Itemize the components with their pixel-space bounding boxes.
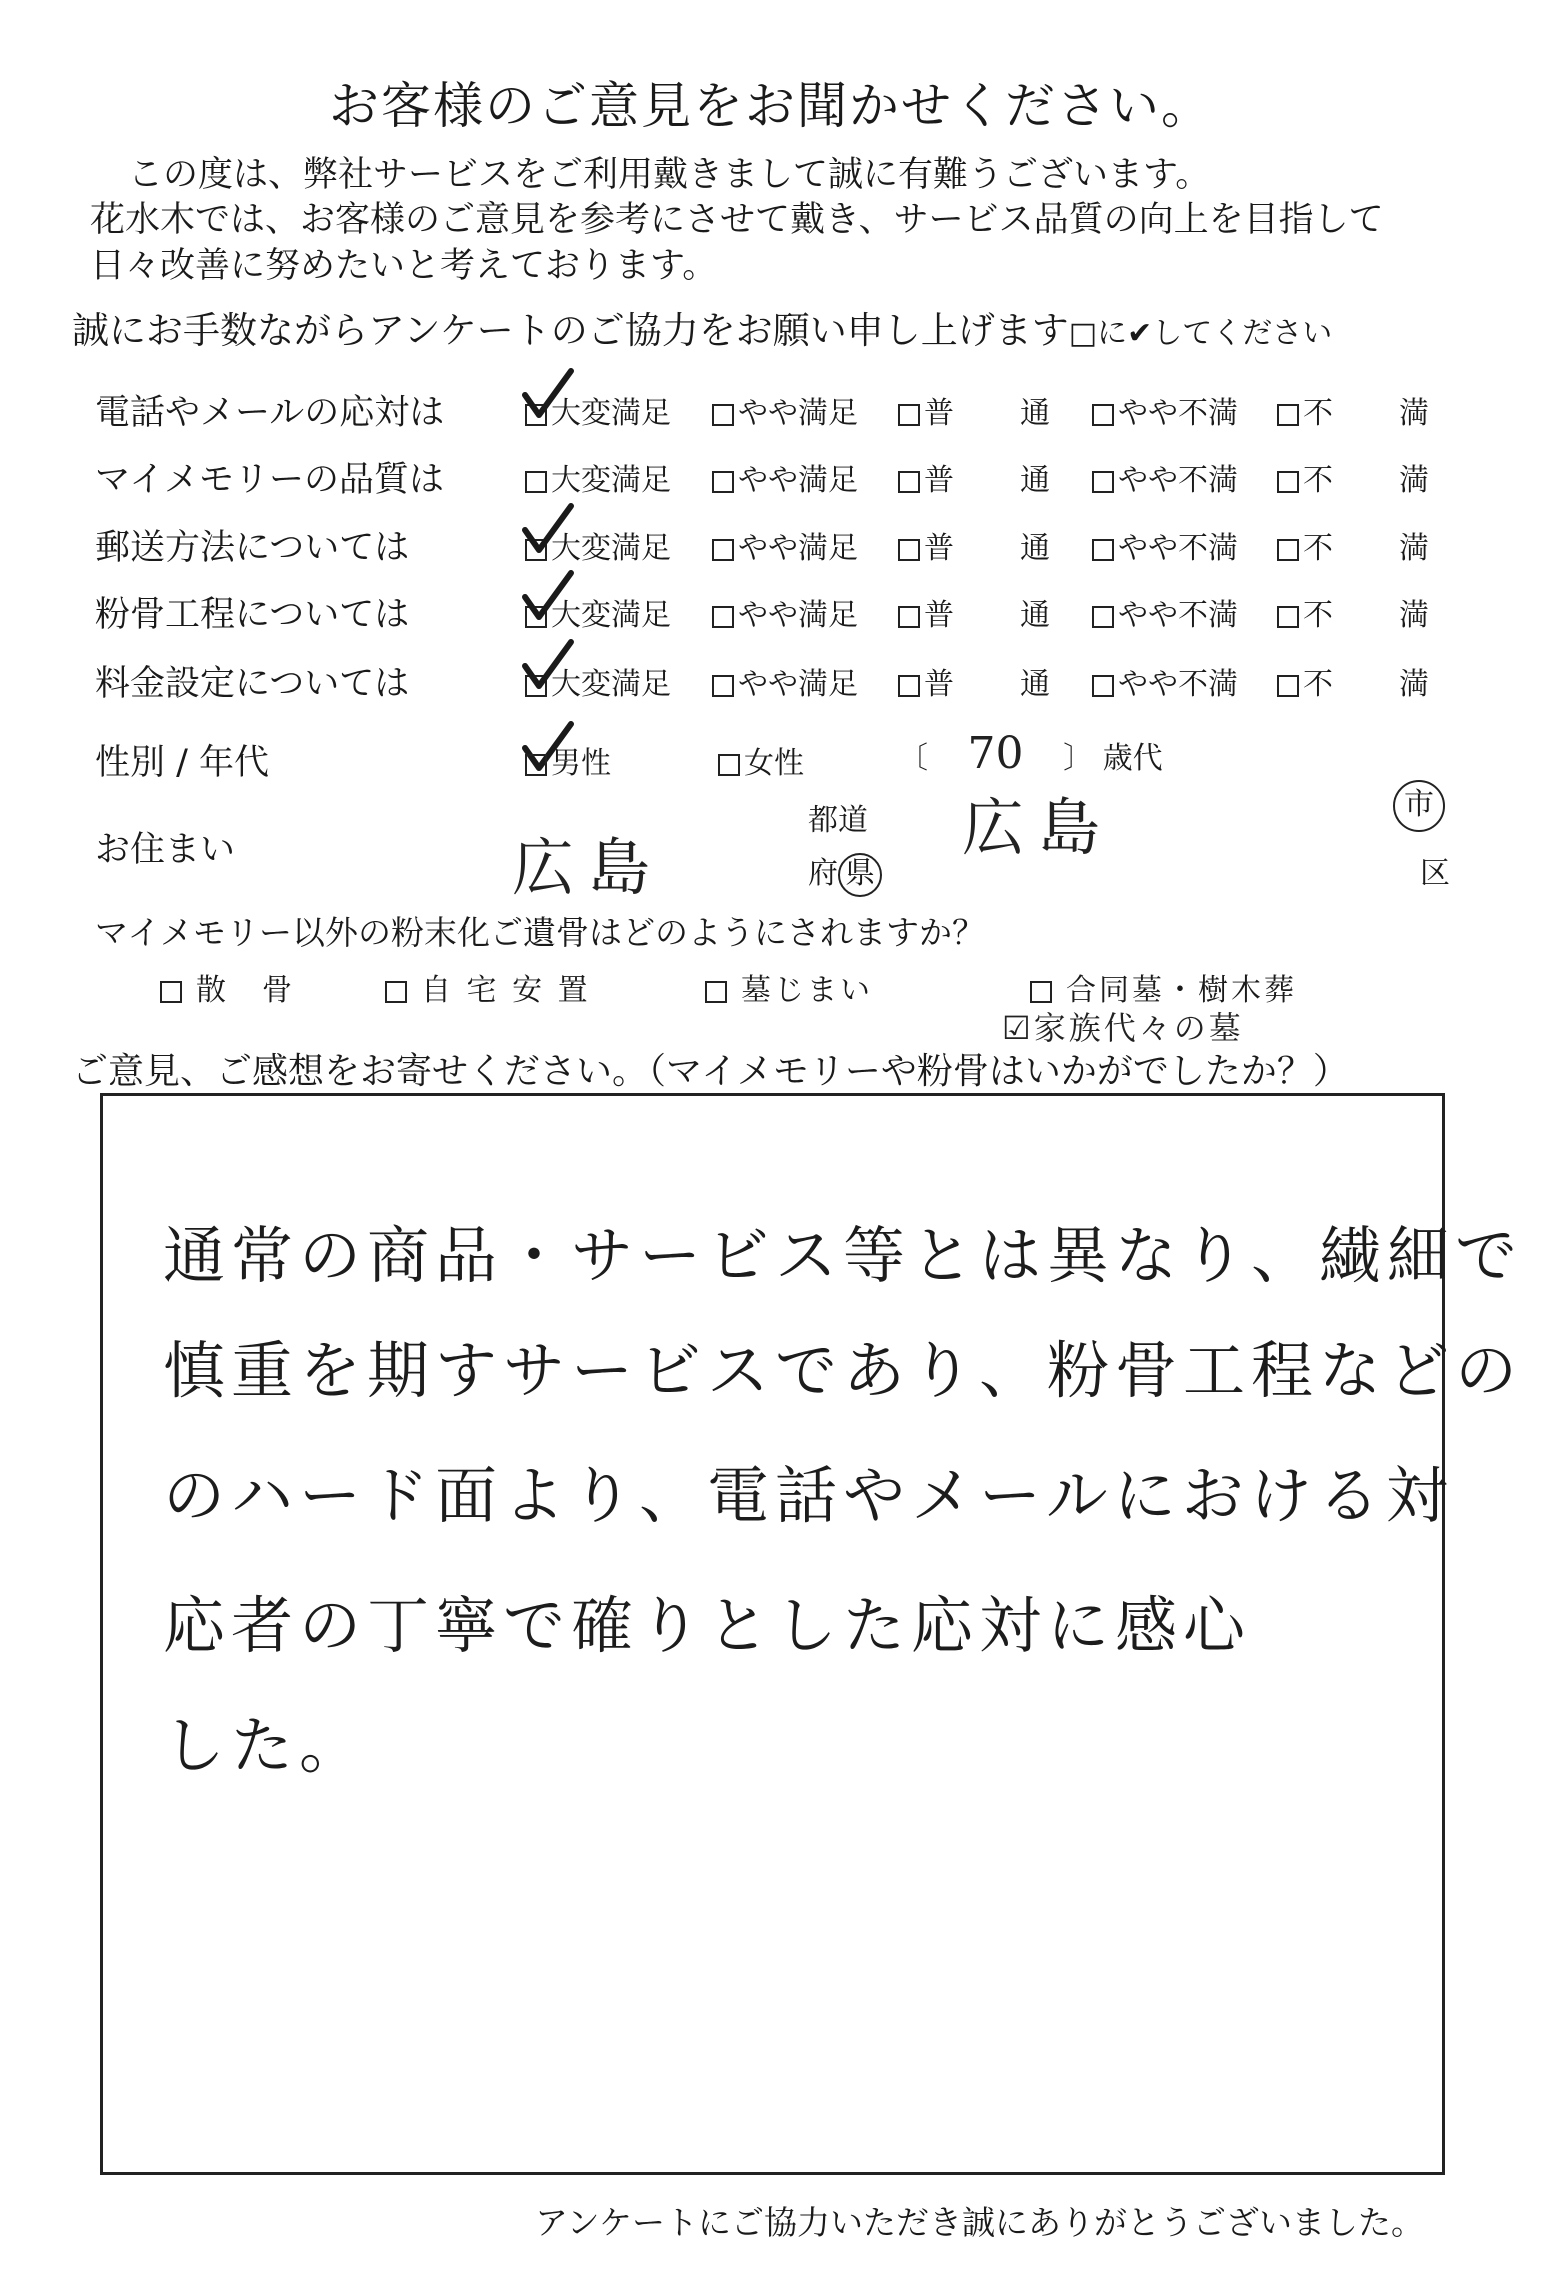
rating-option[interactable] [1092, 388, 1238, 432]
checkbox[interactable] [1092, 404, 1114, 426]
rating-option[interactable] [1277, 590, 1431, 634]
checkbox[interactable] [1092, 675, 1114, 697]
comment-line-1: 通常の商品・サービス等とは異なり、繊細で [163, 1219, 1524, 1292]
option-label: 女性 [744, 746, 804, 781]
option-label: やや不満 [1118, 667, 1238, 702]
checkbox[interactable] [898, 404, 920, 426]
option-label: 普 通 [924, 396, 1052, 431]
comment-line-2: 慎重を期すサービスであり、粉骨工程などの [163, 1334, 1524, 1407]
option-label: やや満足 [738, 531, 858, 566]
checkbox[interactable] [712, 539, 734, 561]
city-suffix-shi-circled: 市 [1393, 780, 1445, 832]
rating-option[interactable] [1277, 659, 1431, 703]
option-label: 普 通 [924, 531, 1052, 566]
checkbox[interactable] [1277, 539, 1299, 561]
age-value: 70 [967, 728, 1024, 779]
rating-option[interactable] [898, 659, 1052, 703]
request-text: 誠にお手数ながらアンケートのご協力をお願い申し上げます [72, 309, 1069, 352]
city-suffix-top [1393, 780, 1445, 832]
city-handwritten: 広島 [962, 791, 1115, 864]
rating-option[interactable] [898, 455, 1052, 499]
form-title: お客様のご意見をお聞かせください。 [329, 77, 1213, 135]
option-label: 大変満足 [551, 531, 671, 566]
disposition-option[interactable] [705, 965, 873, 1009]
checkbox[interactable] [385, 981, 407, 1003]
pref-suffix-fu: 府 [808, 856, 838, 891]
option-label: やや満足 [738, 396, 858, 431]
checkbox[interactable] [712, 404, 734, 426]
option-label: 不 満 [1303, 667, 1431, 702]
checkbox[interactable] [712, 471, 734, 493]
rating-option[interactable] [898, 523, 1052, 567]
checkbox[interactable] [1092, 471, 1114, 493]
comment-line-4: 応者の丁寧で確りとした応対に感心 [163, 1589, 1252, 1662]
option-label: 不 満 [1303, 598, 1431, 633]
rating-option[interactable] [898, 590, 1052, 634]
checkbox[interactable] [718, 754, 740, 776]
address-label: お住まい [95, 830, 236, 870]
checkbox[interactable] [1277, 606, 1299, 628]
intro-line-2: 花水木では、お客様のご意見を参考にさせて戴き、サービス品質の向上を目指して [90, 200, 1384, 240]
prefecture-handwritten: 広島 [512, 831, 665, 904]
rating-option[interactable] [1092, 659, 1238, 703]
rating-option[interactable] [712, 659, 858, 703]
check-instruction: □に✔してください [1068, 316, 1333, 351]
checkbox[interactable] [712, 675, 734, 697]
option-label: 普 通 [924, 463, 1052, 498]
gender-option-female[interactable] [718, 738, 804, 782]
survey-request [72, 300, 1332, 354]
rating-option[interactable] [898, 388, 1052, 432]
option-label: やや不満 [1118, 598, 1238, 633]
checkbox[interactable] [898, 675, 920, 697]
age-bracket-open: 〔 [898, 741, 928, 776]
rating-row-label: 料金設定については [95, 664, 410, 704]
rating-option[interactable] [712, 455, 858, 499]
rating-option[interactable] [525, 455, 671, 499]
option-label: 自 宅 安 置 [421, 973, 591, 1008]
check-mark-icon [517, 365, 577, 425]
checkbox[interactable] [1277, 675, 1299, 697]
gender-age-label: 性別 / 年代 [95, 743, 270, 783]
comment-prompt: ご意見、ご感想をお寄せください。（マイメモリーや粉骨はいかがでしたか？） [72, 1051, 1349, 1092]
rating-option[interactable] [712, 523, 858, 567]
pref-suffix-bottom [808, 848, 882, 897]
checkbox[interactable] [1030, 981, 1052, 1003]
checkbox[interactable] [898, 471, 920, 493]
rating-row-label: 郵送方法については [95, 528, 410, 568]
checkbox[interactable] [712, 606, 734, 628]
checkbox[interactable] [1277, 404, 1299, 426]
checkbox[interactable] [898, 606, 920, 628]
pref-suffix-top: 都道 [808, 803, 868, 838]
rating-row-label: 電話やメールの応対は [95, 393, 445, 433]
option-label: 普 通 [924, 598, 1052, 633]
rating-option[interactable] [1277, 388, 1431, 432]
option-label: 不 満 [1303, 396, 1431, 431]
option-label: 大変満足 [551, 463, 671, 498]
age-field[interactable] [898, 728, 1163, 779]
disposition-question: マイメモリー以外の粉末化ご遺骨はどのようにされますか？ [95, 913, 986, 952]
rating-option[interactable] [1092, 455, 1238, 499]
option-label: 普 通 [924, 667, 1052, 702]
disposition-option[interactable] [160, 965, 295, 1009]
intro-line-3: 日々改善に努めたいと考えております。 [90, 246, 718, 286]
footer-thanks: アンケートにご協力いただき誠にありがとうございました。 [535, 2203, 1425, 2242]
comment-box[interactable] [100, 1093, 1524, 2175]
rating-row-label: マイメモリーの品質は [95, 460, 444, 500]
rating-row-label: 粉骨工程については [95, 595, 410, 635]
check-mark-icon [517, 636, 577, 696]
age-suffix: 歳代 [1102, 741, 1163, 776]
option-label: 男性 [551, 746, 611, 781]
check-mark-icon [517, 500, 577, 560]
option-label: 不 満 [1303, 531, 1431, 566]
gender-option-male[interactable] [525, 738, 611, 782]
option-label: やや満足 [738, 667, 858, 702]
option-label: 墓じまい [741, 973, 873, 1008]
option-label: やや満足 [738, 463, 858, 498]
option-label: やや満足 [738, 598, 858, 633]
check-mark-icon [517, 567, 577, 627]
checkbox[interactable] [1092, 606, 1114, 628]
checkbox[interactable] [160, 981, 182, 1003]
option-label: 大変満足 [551, 598, 671, 633]
checkbox[interactable] [1277, 471, 1299, 493]
option-label: やや不満 [1118, 531, 1238, 566]
rating-option[interactable] [1092, 523, 1238, 567]
age-bracket-close: 〕 [1063, 741, 1094, 776]
option-label: やや不満 [1118, 463, 1238, 498]
checkbox[interactable] [525, 471, 547, 493]
rating-option[interactable] [1277, 455, 1431, 499]
checkbox[interactable] [1092, 539, 1114, 561]
option-label: 不 満 [1303, 463, 1431, 498]
rating-option[interactable] [1092, 590, 1238, 634]
intro-line-1: この度は、弊社サービスをご利用戴きまして誠に有難うございます。 [128, 155, 1211, 195]
option-label: やや不満 [1118, 396, 1238, 431]
pref-suffix-ken-circled: 県 [838, 853, 882, 897]
city-suffix-bottom: 区 [1420, 856, 1450, 891]
rating-option[interactable] [1277, 523, 1431, 567]
option-label: 散 骨 [196, 973, 295, 1008]
comment-line-5: した。 [163, 1709, 368, 1782]
rating-option[interactable] [712, 590, 858, 634]
checkbox[interactable] [525, 754, 547, 776]
disposition-option[interactable] [385, 965, 591, 1009]
comment-line-3: のハード面より、電話やメールにおける対 [163, 1459, 1454, 1532]
checkbox[interactable] [898, 539, 920, 561]
option-label: 大変満足 [551, 396, 671, 431]
option-label: 大変満足 [551, 667, 671, 702]
checkbox[interactable] [705, 981, 727, 1003]
rating-option[interactable] [712, 388, 858, 432]
option-label: 合同墓・樹木葬 [1066, 973, 1297, 1008]
disposition-handwritten: ☑家族代々の墓 [1002, 1009, 1244, 1047]
